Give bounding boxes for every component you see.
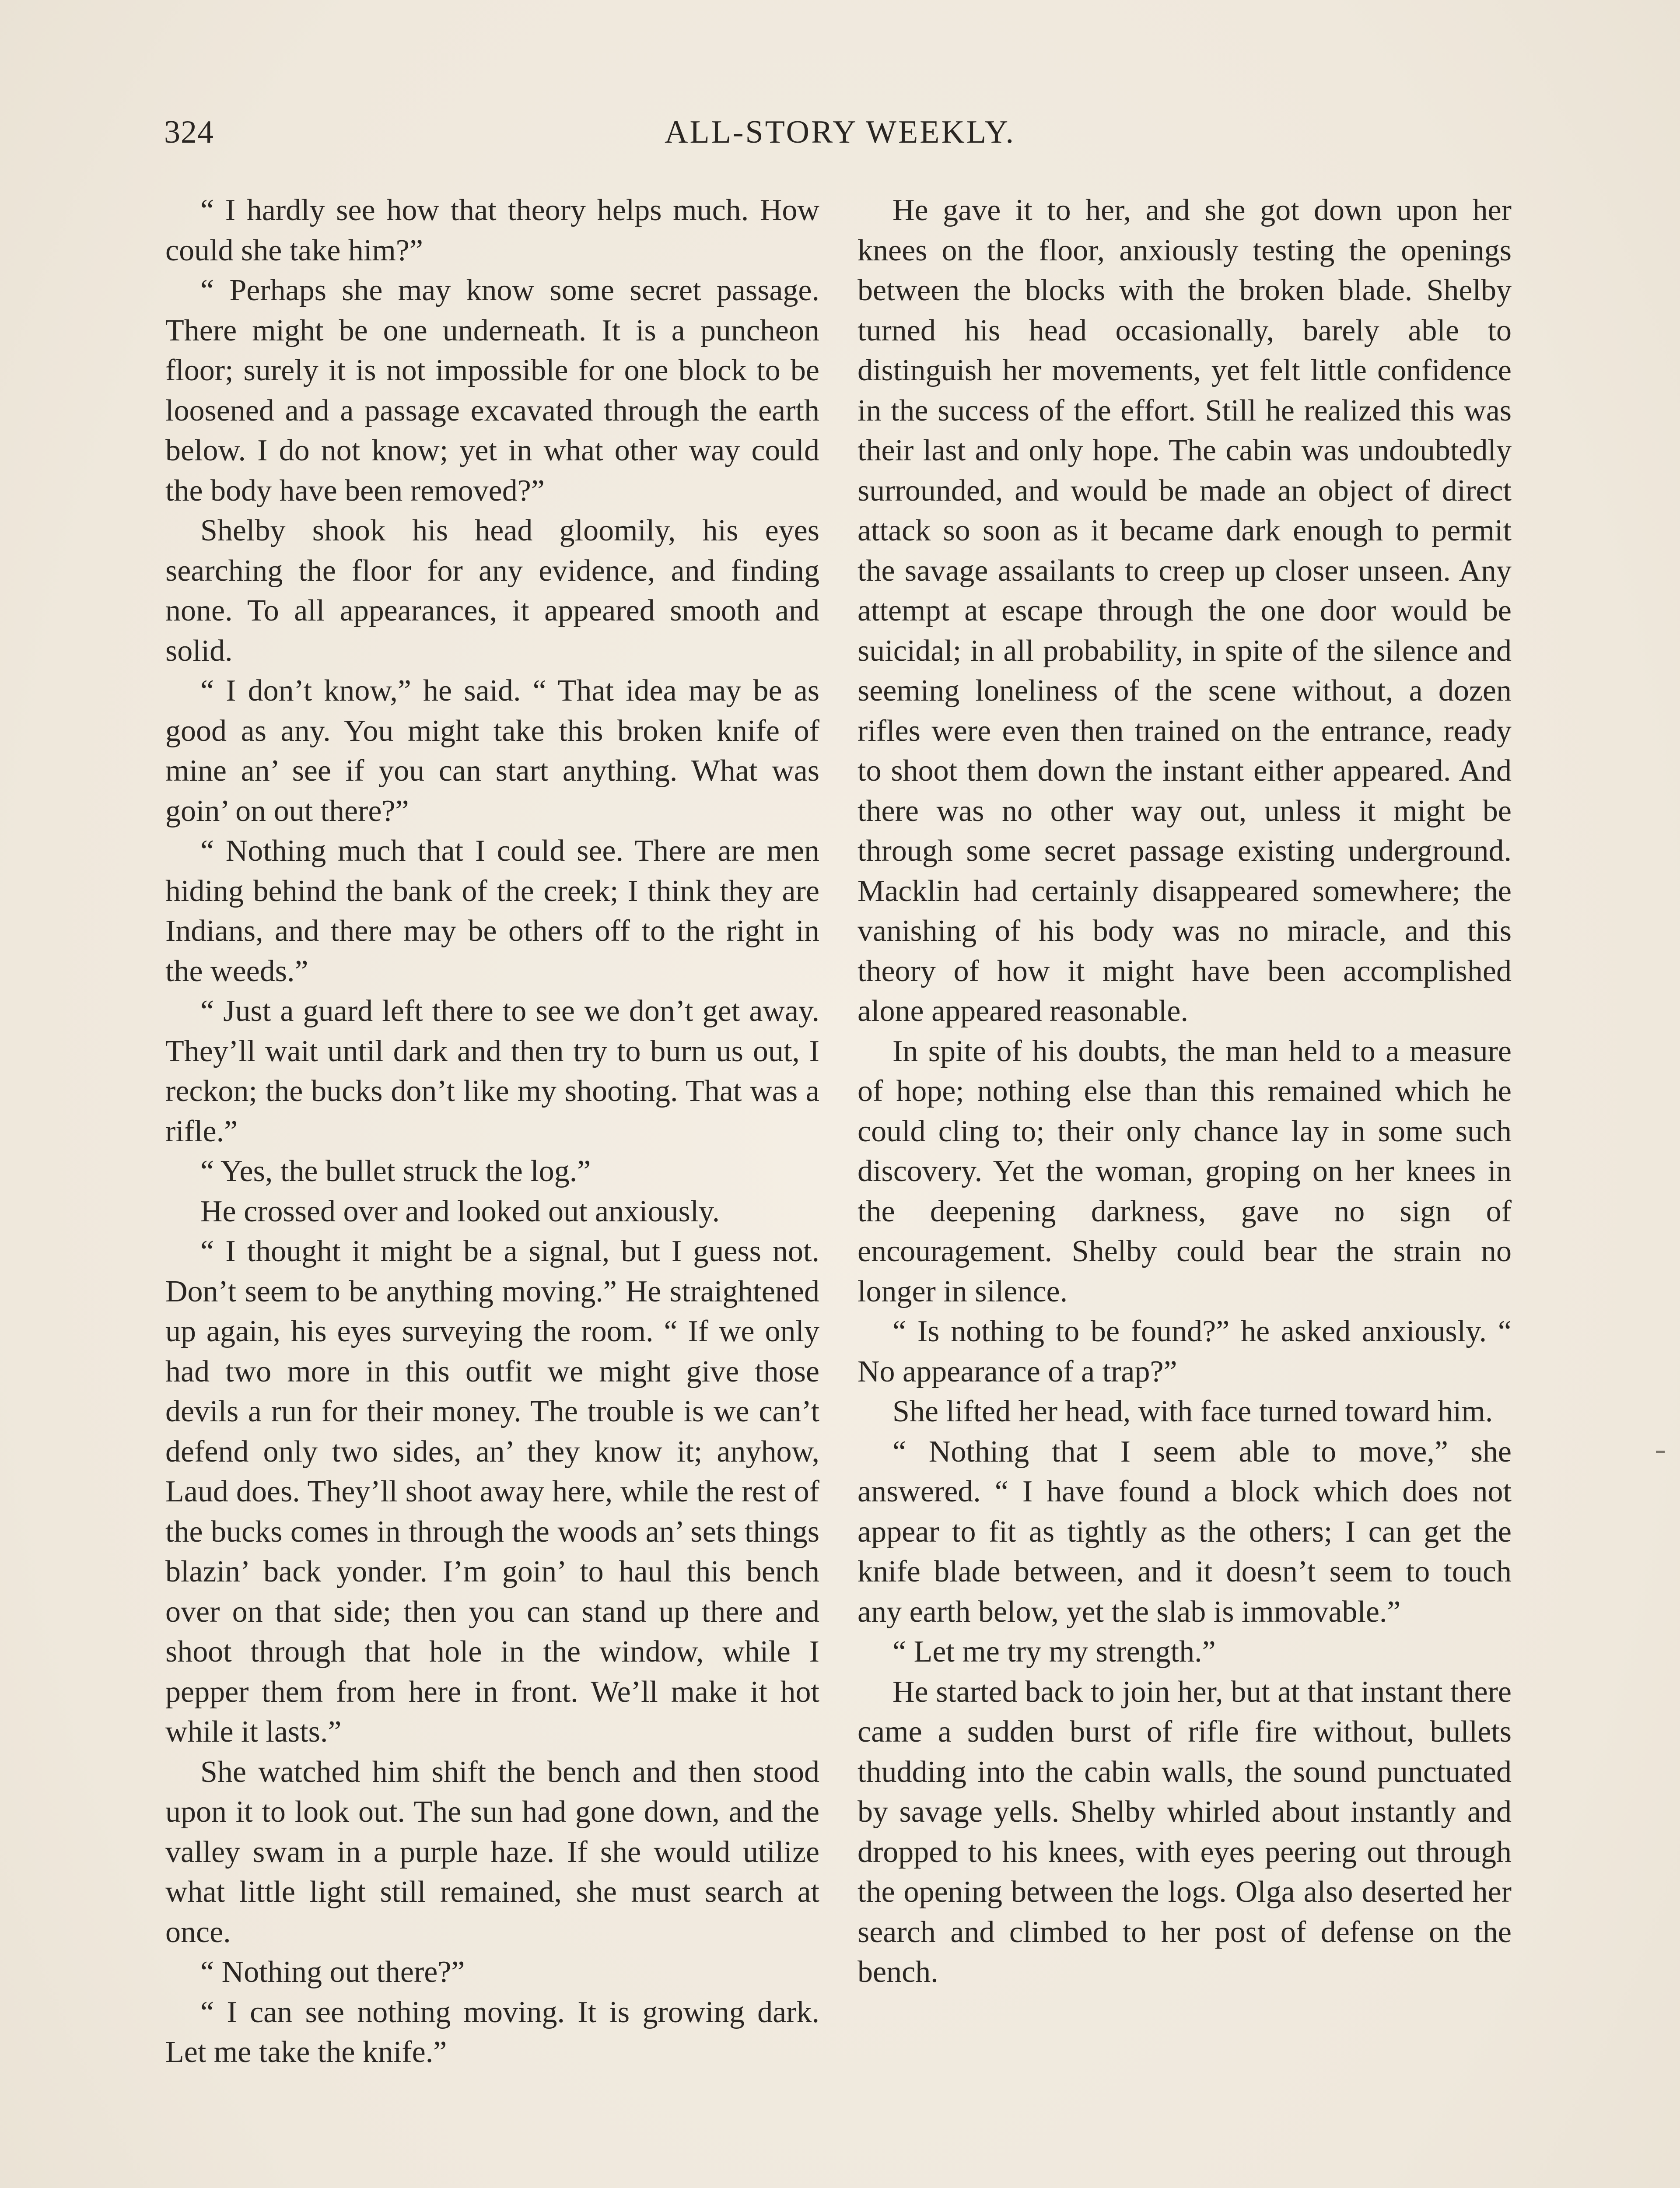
paragraph: “ Nothing that I seem able to move,” she answered. “ I have found a block which does not appear to fit as tightly as the others; I can get the knife blade between, and it doesn’t seem to touch any earth below, yet the slab is immovable.” xyxy=(858,1434,1512,1629)
paragraph: “ I can see nothing moving. It is growing dark. Let me take the knife.” xyxy=(165,1995,819,2069)
paragraph: In spite of his doubts, the man held to a measure of hope; nothing else than this remained which he could cling to; their only chance lay in some such discovery. Yet the woman, groping on her knees in the deepening darkness, gave no sign of encouragement. Shelby could bear the strain no longer in silence. xyxy=(858,1034,1512,1308)
paragraph: “ I hardly see how that theory helps much. How could she take him?” xyxy=(165,193,819,267)
paragraph: “ Yes, the bullet struck the log.” xyxy=(200,1154,591,1188)
paragraph: “ Let me try my strength.” xyxy=(892,1635,1216,1669)
paragraph: “ Nothing out there?” xyxy=(200,1955,465,1989)
paragraph: He crossed over and looked out anxiously. xyxy=(200,1194,720,1228)
paragraph: Shelby shook his head gloomily, his eyes searching the floor for any evidence, and finding none. To all appearances, it appeared smooth and solid. xyxy=(165,514,819,668)
journal-title: ALL-STORY WEEKLY. xyxy=(665,114,1015,150)
paragraph: He gave it to her, and she got down upon her knees on the floor, anxiously testing the openings between the blocks with the broken blade. Shelby turned his head occasionally, barely able to distinguish her movements, yet felt little confidence in the success of the effort. Still he realized this was their last and only hope. The cabin was undoubtedly surrounded, and would be made an object of direct attack so soon as it became dark enough to permit the savage assailants to creep up closer unseen. Any attempt at escape through the one door would be suicidal; in all probability, in spite of the silence and seeming loneliness of the scene without, a dozen rifles were even then trained on the entrance, ready to shoot them down the instant either appeared. And there was no other way out, unless it might be through some secret passage existing underground. Macklin had certainly disappeared somewhere; the vanishing of his body was no miracle, and this theory of how it might have been accomplished alone appeared reasonable. xyxy=(858,193,1512,1028)
page-number: 324 xyxy=(164,114,214,150)
paragraph: “ Is nothing to be found?” he asked anxiously. “ No appearance of a trap?” xyxy=(858,1315,1512,1389)
paragraph: “ Just a guard left there to see we don’t get away. They’ll wait until dark and then try to burn us out, I reckon; the bucks don’t like my shooting. That was a rifle.” xyxy=(165,994,819,1148)
left-column xyxy=(165,190,819,2072)
running-head xyxy=(164,114,1516,162)
paragraph: “ I don’t know,” he said. “ That idea may be as good as any. You might take this broken knife of mine an’ see if you can start anything. What was goin’ on out there?” xyxy=(165,674,819,828)
paragraph: “ I thought it might be a signal, but I guess not. Don’t seem to be anything moving.” He straightened up again, his eyes surveying the room. “ If we only had two more in this outfit we might give those devils a run for their money. The trouble is we can’t defend only two sides, an’ they know it; anyhow, Laud does. They’ll shoot away here, while the rest of the bucks comes in through the woods an’ sets things blazin’ back yonder. I’m goin’ to haul this bench over on that side; then you can stand up there and shoot through that hole in the window, while I pepper them from here in front. We’ll make it hot while it lasts.” xyxy=(165,1234,819,1749)
right-column xyxy=(858,190,1512,1992)
print-speck xyxy=(1656,1451,1665,1453)
paragraph: He started back to join her, but at that instant there came a sudden burst of rifle fire without, bullets thudding into the cabin walls, the sound punctuated by savage yells. Shelby whirled about instantly and dropped to his knees, with eyes peering out through the opening between the logs. Olga also deserted her search and climbed to her post of defense on the bench. xyxy=(858,1675,1512,1989)
paragraph: “ Nothing much that I could see. There are men hiding behind the bank of the creek; I think they are Indians, and there may be others off to the right in the weeds.” xyxy=(165,834,819,988)
paragraph: She watched him shift the bench and then stood upon it to look out. The sun had gone down, and the valley swam in a purple haze. If she would utilize what little light still remained, she must search at once. xyxy=(165,1755,819,1949)
paragraph: She lifted her head, with face turned toward him. xyxy=(892,1395,1493,1428)
paragraph: “ Perhaps she may know some secret passage. There might be one underneath. It is a puncheon floor; surely it is not impossible for one block to be loosened and a passage excavated through the earth below. I do not know; yet in what other way could the body have been removed?” xyxy=(165,274,819,508)
